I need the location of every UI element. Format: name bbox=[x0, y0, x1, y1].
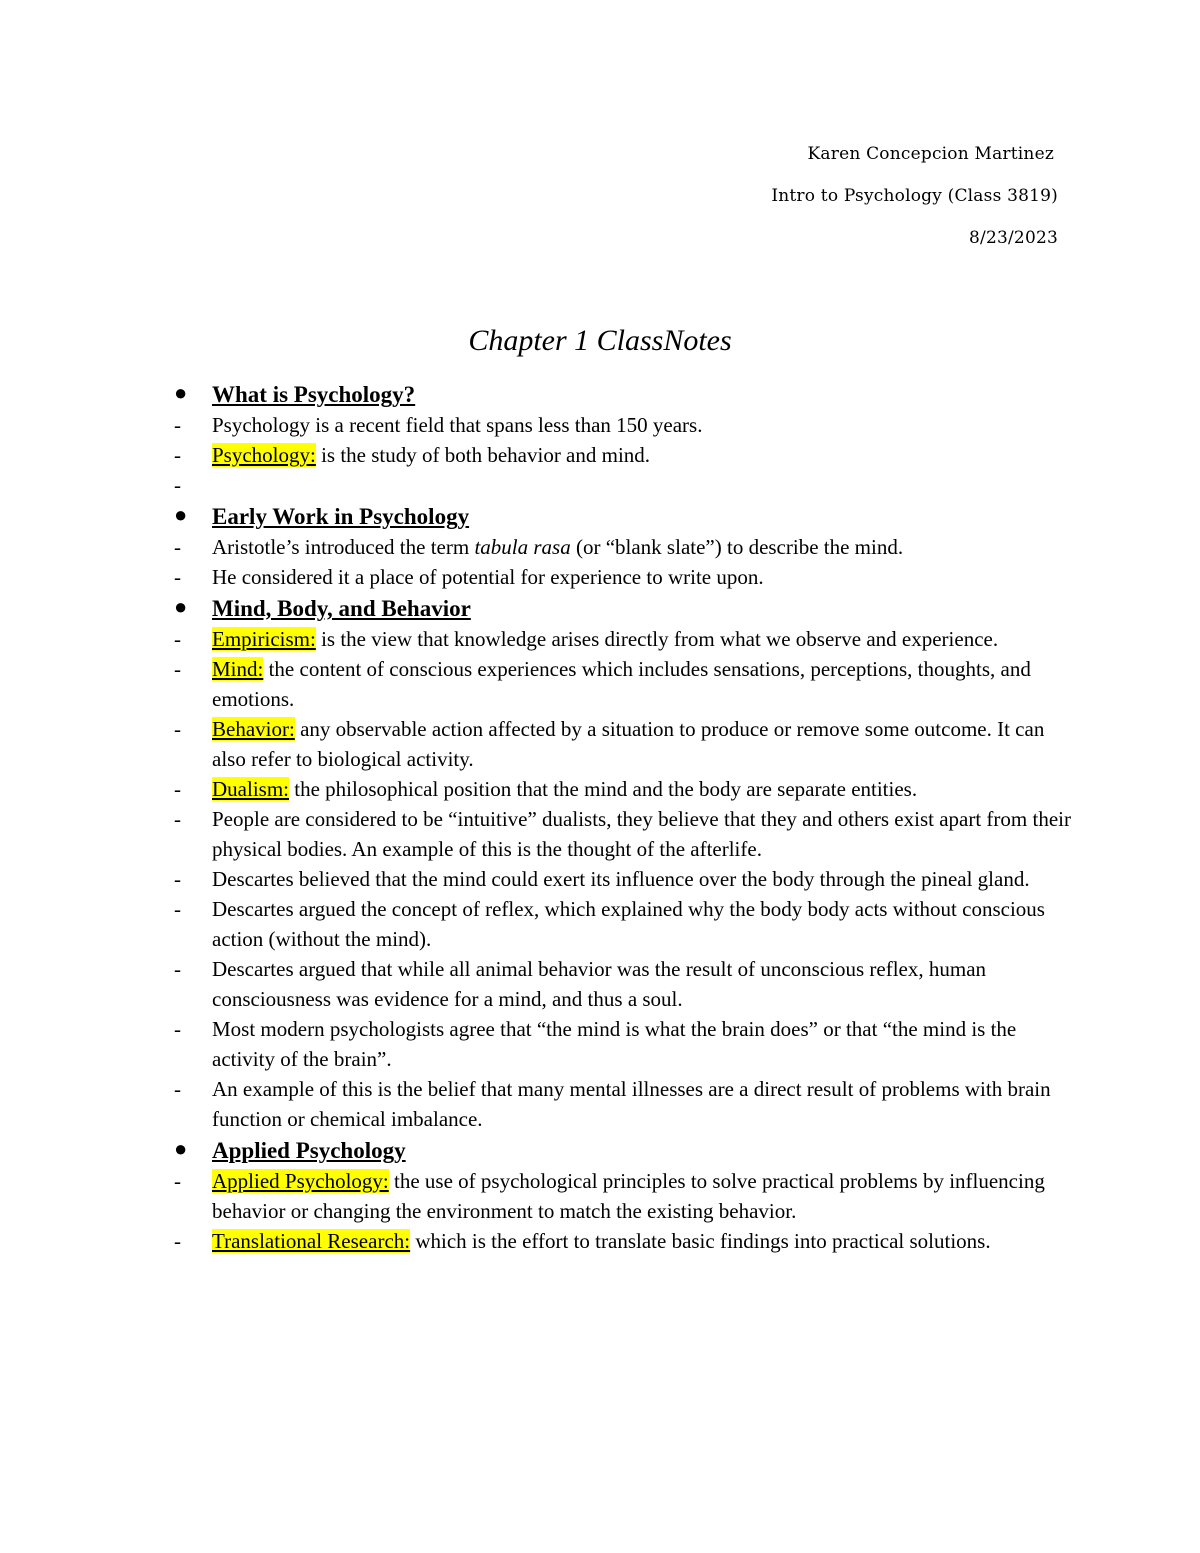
highlighted-term: Translational Research: bbox=[212, 1229, 411, 1253]
dash-marker: - bbox=[174, 413, 181, 437]
list-item bbox=[172, 804, 1072, 864]
list-item bbox=[172, 562, 1072, 592]
item-text: Descartes argued that while all animal behavior was the result of unconscious reflex, human consciousness was evidence for a mind, and thus a soul. bbox=[212, 957, 987, 1011]
list-item-text bbox=[212, 657, 1031, 711]
list-item bbox=[172, 532, 1072, 562]
list-item-text bbox=[212, 807, 1071, 861]
list-item-text bbox=[212, 413, 702, 437]
highlighted-term: Dualism: bbox=[212, 777, 289, 801]
highlighted-term: Mind: bbox=[212, 657, 264, 681]
list-item-text bbox=[212, 957, 986, 1011]
list-item bbox=[172, 440, 1072, 470]
page-title: Chapter 1 ClassNotes bbox=[468, 324, 732, 357]
item-text: Most modern psychologists agree that “the mind is what the brain does” or that “the mind is the activity of the brain”. bbox=[212, 1017, 1017, 1071]
section-heading bbox=[172, 380, 1072, 410]
item-text: is the view that knowledge arises directly from what we observe and experience. bbox=[315, 627, 999, 651]
list-item bbox=[172, 864, 1072, 894]
dash-marker: - bbox=[174, 1229, 181, 1253]
dash-marker: - bbox=[174, 1017, 181, 1041]
dash-marker: - bbox=[174, 627, 181, 651]
list-item-text bbox=[212, 867, 1030, 891]
italic-term: tabula rasa bbox=[474, 535, 571, 559]
item-text: the philosophical position that the mind and the body are separate entities. bbox=[289, 777, 918, 801]
item-text: the use of psychological principles to solve practical problems by influencing behavior or changing the environment to match the existing behavior. bbox=[212, 1169, 1045, 1223]
item-text: which is the effort to translate basic findings into practical solutions. bbox=[410, 1229, 991, 1253]
list-item bbox=[172, 1226, 1072, 1256]
item-text: People are considered to be “intuitive” dualists, they believe that they and others exist apart from their physical bodies. An example of this is the thought of the afterlife. bbox=[212, 807, 1071, 861]
item-text: An example of this is the belief that many mental illnesses are a direct result of problems with brain function or chemical imbalance. bbox=[212, 1077, 1051, 1131]
list-item-text bbox=[212, 717, 1044, 771]
list-item-text bbox=[212, 627, 998, 651]
section-heading-text: Mind, Body, and Behavior bbox=[212, 596, 471, 621]
dash-marker: - bbox=[174, 565, 181, 589]
list-item bbox=[172, 714, 1072, 774]
list-item-text bbox=[212, 565, 764, 589]
highlighted-term: Behavior: bbox=[212, 717, 295, 741]
item-text: the content of conscious experiences which includes sensations, perceptions, thoughts, and emotions. bbox=[212, 657, 1031, 711]
list-item-text bbox=[212, 535, 903, 559]
highlighted-term: Psychology: bbox=[212, 443, 316, 467]
dash-marker: - bbox=[174, 657, 181, 681]
dash-marker: - bbox=[174, 1077, 181, 1101]
bullet-icon: ● bbox=[174, 1136, 188, 1161]
list-item bbox=[172, 1074, 1072, 1134]
section-heading bbox=[172, 594, 1072, 624]
document-date: 8/23/2023 bbox=[969, 228, 1058, 248]
item-text: is the study of both behavior and mind. bbox=[315, 443, 651, 467]
dash-marker: - bbox=[174, 957, 181, 981]
dash-marker: - bbox=[174, 897, 181, 921]
list-item-text bbox=[212, 443, 650, 467]
bullet-icon: ● bbox=[174, 502, 188, 527]
dash-marker: - bbox=[174, 867, 181, 891]
bullet-icon: ● bbox=[174, 594, 188, 619]
section-heading bbox=[172, 1136, 1072, 1166]
item-text: Aristotle’s introduced the term bbox=[212, 535, 475, 559]
list-item bbox=[172, 894, 1072, 954]
list-item bbox=[172, 470, 1072, 500]
dash-marker: - bbox=[174, 443, 181, 467]
dash-marker: - bbox=[174, 473, 181, 497]
item-text: Descartes believed that the mind could exert its influence over the body through the pineal gland. bbox=[212, 867, 1030, 891]
list-item-text bbox=[212, 1077, 1051, 1131]
section-heading-text: What is Psychology? bbox=[212, 382, 416, 407]
list-item bbox=[172, 1166, 1072, 1226]
highlighted-term: Empiricism: bbox=[212, 627, 316, 651]
list-item-text bbox=[212, 777, 917, 801]
dash-marker: - bbox=[174, 717, 181, 741]
section-heading-text: Early Work in Psychology bbox=[212, 504, 470, 529]
dash-marker: - bbox=[174, 807, 181, 831]
list-item-text bbox=[212, 1229, 991, 1253]
item-text: any observable action affected by a situation to produce or remove some outcome. It can also refer to biological activity. bbox=[212, 717, 1045, 771]
author-name: Karen Concepcion Martinez bbox=[807, 144, 1054, 164]
section-heading-text: Applied Psychology bbox=[212, 1138, 406, 1163]
course-name: Intro to Psychology (Class 3819) bbox=[771, 186, 1058, 206]
notes-body bbox=[172, 378, 1072, 1256]
list-item bbox=[172, 410, 1072, 440]
list-item bbox=[172, 624, 1072, 654]
list-item bbox=[172, 654, 1072, 714]
bullet-icon: ● bbox=[174, 380, 188, 405]
dash-marker: - bbox=[174, 535, 181, 559]
item-text: He considered it a place of potential for experience to write upon. bbox=[212, 565, 764, 589]
list-item bbox=[172, 1014, 1072, 1074]
highlighted-term: Applied Psychology: bbox=[212, 1169, 389, 1193]
list-item bbox=[172, 954, 1072, 1014]
item-text: Descartes argued the concept of reflex, which explained why the body body acts without conscious action (without the mind). bbox=[212, 897, 1045, 951]
list-item bbox=[172, 774, 1072, 804]
list-item-text bbox=[212, 897, 1045, 951]
dash-marker: - bbox=[174, 777, 181, 801]
section-heading bbox=[172, 502, 1072, 532]
item-text: Psychology is a recent field that spans less than 150 years. bbox=[212, 413, 703, 437]
list-item-text bbox=[212, 1169, 1045, 1223]
dash-marker: - bbox=[174, 1169, 181, 1193]
item-text-after: (or “blank slate”) to describe the mind. bbox=[570, 535, 904, 559]
list-item-text bbox=[212, 1017, 1016, 1071]
